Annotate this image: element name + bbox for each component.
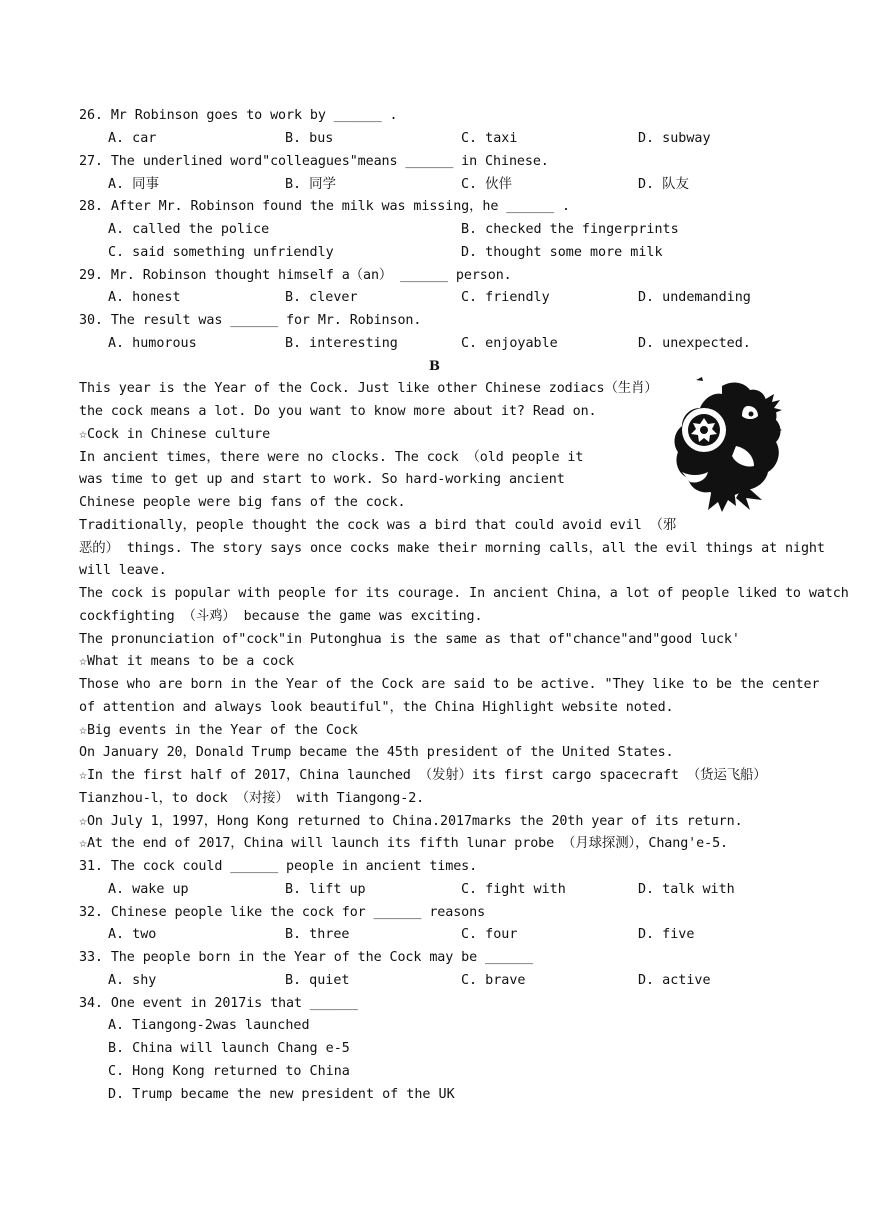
passage-line-21: ☆At the end of 2017，China will launch its fifth lunar probe （月球探测），Chang'e-5.: [79, 836, 728, 851]
passage-line-12: The pronunciation of"cock"in Putonghua is the same as that of"chance"and"good luck': [79, 632, 740, 647]
question-27-option-d: D. 队友: [638, 177, 689, 192]
passage-line-20: ☆On July 1，1997，Hong Kong returned to China.2017marks the 20th year of its return.: [79, 814, 743, 829]
passage-line-10: The cock is popular with people for its courage. In ancient China，a lot of people liked to watch: [79, 586, 849, 601]
question-30-option-c: C. enjoyable: [461, 336, 558, 351]
question-34-option-c: C. Hong Kong returned to China: [108, 1064, 350, 1079]
question-28-option-c: C. said something unfriendly: [108, 245, 334, 260]
question-33-option-c: C. brave: [461, 973, 526, 988]
question-33-stem: 33. The people born in the Year of the Cock may be ______: [79, 950, 533, 965]
passage-line-7: Traditionally，people thought the cock was a bird that could avoid evil （邪: [79, 518, 677, 533]
passage-line-15: of attention and always look beautiful"，the China Highlight website noted.: [79, 700, 674, 715]
passage-line-2: the cock means a lot. Do you want to know more about it? Read on.: [79, 404, 597, 419]
question-26-option-c: C. taxi: [461, 131, 518, 146]
question-33-option-a: A. shy: [108, 973, 157, 988]
passage-line-17: On January 20，Donald Trump became the 45th president of the United States.: [79, 745, 674, 760]
question-26-stem: 26. Mr Robinson goes to work by ______ .: [79, 108, 398, 123]
question-32-option-c: C. four: [461, 927, 518, 942]
question-31-option-d: D. talk with: [638, 882, 735, 897]
question-29-option-c: C. friendly: [461, 290, 550, 305]
question-29-stem: 29. Mr. Robinson thought himself a（an） ______ person.: [79, 268, 512, 283]
question-26-option-d: D. subway: [638, 131, 711, 146]
question-28-stem: 28. After Mr. Robinson found the milk was missing，he ______ .: [79, 199, 571, 214]
question-32-option-b: B. three: [285, 927, 350, 942]
passage-line-19: Tianzhou-l，to dock （对接） with Tiangong-2.: [79, 791, 425, 806]
question-27-stem: 27. The underlined word"colleagues"means ______ in Chinese.: [79, 154, 549, 169]
question-33-option-b: B. quiet: [285, 973, 350, 988]
question-31-stem: 31. The cock could ______ people in ancient times.: [79, 859, 478, 874]
passage-line-18: ☆In the first half of 2017，China launched （发射）its first cargo spacecraft （货运飞船）: [79, 768, 767, 783]
passage-line-1: This year is the Year of the Cock. Just like other Chinese zodiacs（生肖）: [79, 381, 658, 396]
question-29-option-d: D. undemanding: [638, 290, 751, 305]
passage-line-5: was time to get up and start to work. So hard-working ancient: [79, 472, 565, 487]
question-33-option-d: D. active: [638, 973, 711, 988]
question-29-option-b: B. clever: [285, 290, 358, 305]
question-29-option-a: A. honest: [108, 290, 181, 305]
passage-line-9: will leave.: [79, 563, 167, 578]
question-28-option-a: A. called the police: [108, 222, 270, 237]
question-30-stem: 30. The result was ______ for Mr. Robinson.: [79, 313, 422, 328]
question-34-stem: 34. One event in 2017is that ______: [79, 996, 358, 1011]
question-30-option-a: A. humorous: [108, 336, 197, 351]
question-28-option-d: D. thought some more milk: [461, 245, 663, 260]
question-26-option-b: B. bus: [285, 131, 334, 146]
passage-line-11: cockfighting （斗鸡） because the game was exciting.: [79, 609, 483, 624]
question-34-option-b: B. China will launch Chang e-5: [108, 1041, 350, 1056]
section-b-heading: B: [429, 359, 440, 374]
question-27-option-c: C. 伙伴: [461, 177, 512, 192]
question-31-option-a: A. wake up: [108, 882, 189, 897]
question-31-option-c: C. fight with: [461, 882, 566, 897]
passage-subheading-culture: ☆Cock in Chinese culture: [79, 427, 271, 442]
question-28-option-b: B. checked the fingerprints: [461, 222, 679, 237]
question-30-option-b: B. interesting: [285, 336, 398, 351]
passage-subheading-meaning: ☆What it means to be a cock: [79, 654, 294, 669]
question-31-option-b: B. lift up: [285, 882, 366, 897]
question-30-option-d: D. unexpected.: [638, 336, 751, 351]
question-32-option-d: D. five: [638, 927, 695, 942]
question-34-option-d: D. Trump became the new president of the UK: [108, 1087, 455, 1102]
passage-line-14: Those who are born in the Year of the Cock are said to be active. "They like to be the center: [79, 677, 820, 692]
passage-subheading-events: ☆Big events in the Year of the Cock: [79, 723, 358, 738]
rooster-papercut-image: [652, 376, 792, 516]
question-32-option-a: A. two: [108, 927, 157, 942]
question-34-option-a: A. Tiangong-2was launched: [108, 1018, 310, 1033]
passage-line-4: In ancient times，there were no clocks. The cock （old people it: [79, 450, 584, 465]
question-32-stem: 32. Chinese people like the cock for ______ reasons: [79, 905, 486, 920]
passage-line-8: 恶的） things. The story says once cocks make their morning calls，all the evil things at night: [79, 541, 825, 556]
question-27-option-a: A. 同事: [108, 177, 159, 192]
question-26-option-a: A. car: [108, 131, 157, 146]
passage-line-6: Chinese people were big fans of the cock.: [79, 495, 406, 510]
question-27-option-b: B. 同学: [285, 177, 336, 192]
